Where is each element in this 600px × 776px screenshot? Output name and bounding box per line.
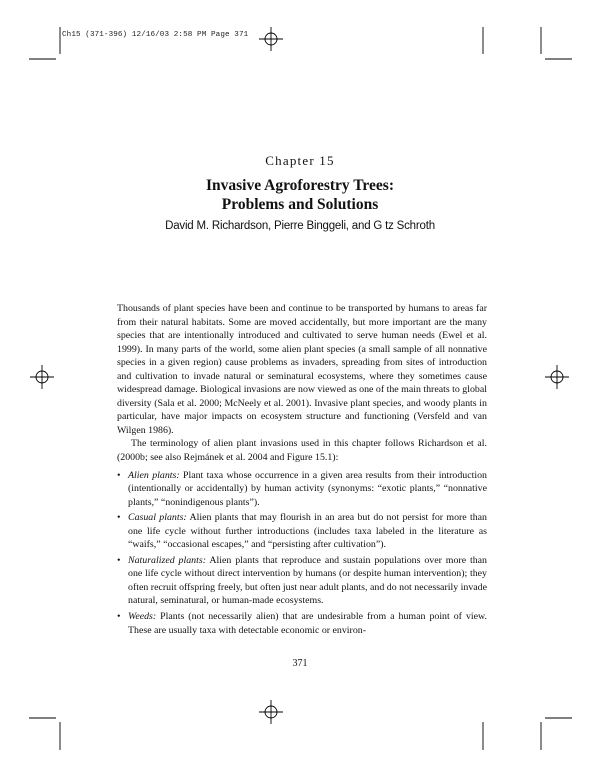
definition-item-naturalized-plants (117, 554, 487, 608)
registration-mark-right (545, 365, 569, 389)
bullet-icon: • (117, 554, 121, 566)
registration-mark-bottom (259, 700, 283, 724)
chapter-authors: David M. Richardson, Pierre Binggeli, and G tz Schroth (165, 220, 435, 232)
chapter-number: Chapter 15 (265, 153, 335, 168)
definition-list (117, 469, 487, 638)
definition-term: Weeds: (128, 611, 157, 623)
bullet-icon: • (117, 611, 121, 623)
printer-slug: Ch15 (371-396) 12/16/03 2:58 PM Page 371 (62, 31, 249, 39)
bullet-icon: • (117, 469, 121, 481)
definition-item-casual-plants (117, 511, 487, 552)
definition-term: Alien plants: (128, 469, 180, 481)
page-number: 371 (292, 658, 308, 669)
definition-item-weeds (117, 610, 487, 637)
registration-mark-left (30, 365, 54, 389)
bullet-icon: • (117, 512, 121, 524)
body-text (117, 302, 487, 639)
definition-text: Plants (not necessarily alien) that are undesirable from a human point of view. These are usually taxa with detectable economic or environ- (128, 611, 487, 636)
definition-text: Alien plants that reproduce and sustain populations over more than one life cycle without direct intervention by humans (or despite human intervention); they often recruit offspring freely, but often just near adult plants, and do not necessarily invade natural, seminatural, or human-made ecosystems. (128, 554, 487, 607)
definition-text: Plant taxa whose occurrence in a given area results from their introduction (intentionally or accidentally) by human activity (synonyms: “exotic plants,” “nonnative plants,” “nonindigenous plants”). (128, 469, 487, 508)
definition-term: Naturalized plants: (128, 554, 206, 566)
definition-text: Alien plants that may flourish in an area but do not persist for more than one life cycle without further introductions (includes taxa labeled in the literature as “waifs,” “occasional escapes,” and “persisting after cultivation”). (128, 512, 487, 551)
definition-term: Casual plants: (128, 512, 187, 524)
definition-item-alien-plants (117, 469, 487, 510)
chapter-title-line-2: Problems and Solutions (221, 196, 379, 213)
registration-mark-top (259, 27, 283, 51)
paragraph-1: Thousands of plant species have been and continue to be transported by humans to areas far from their natural habitats. Some are moved accidentally, but more important are the many species that are intentionally introduced and cultivated to serve human needs (Ewel et al. 1999). In many parts of the world, some alien plant species (a small sample of all nonnative species in a given region) cause problems as invaders, spreading from sites of introduction and cultivation to invade natural or seminatural ecosystems, where they sometimes cause widespread damage. Biological invasions are now viewed as one of the main threats to global diversity (Sala et al. 2000; McNeely et al. 2001). Invasive plant species, and woody plants in particular, have major impacts on ecosystem structure and functioning (Versfeld and van Wilgen 1986). (117, 303, 487, 436)
chapter-title-line-1: Invasive Agroforestry Trees: (206, 177, 394, 194)
paragraph-2: The terminology of alien plant invasions used in this chapter follows Richardson et al. (2000b; see also Rejmánek et al. 2004 and Figure 15.1): (117, 438, 487, 464)
chapter-title (0, 176, 600, 214)
